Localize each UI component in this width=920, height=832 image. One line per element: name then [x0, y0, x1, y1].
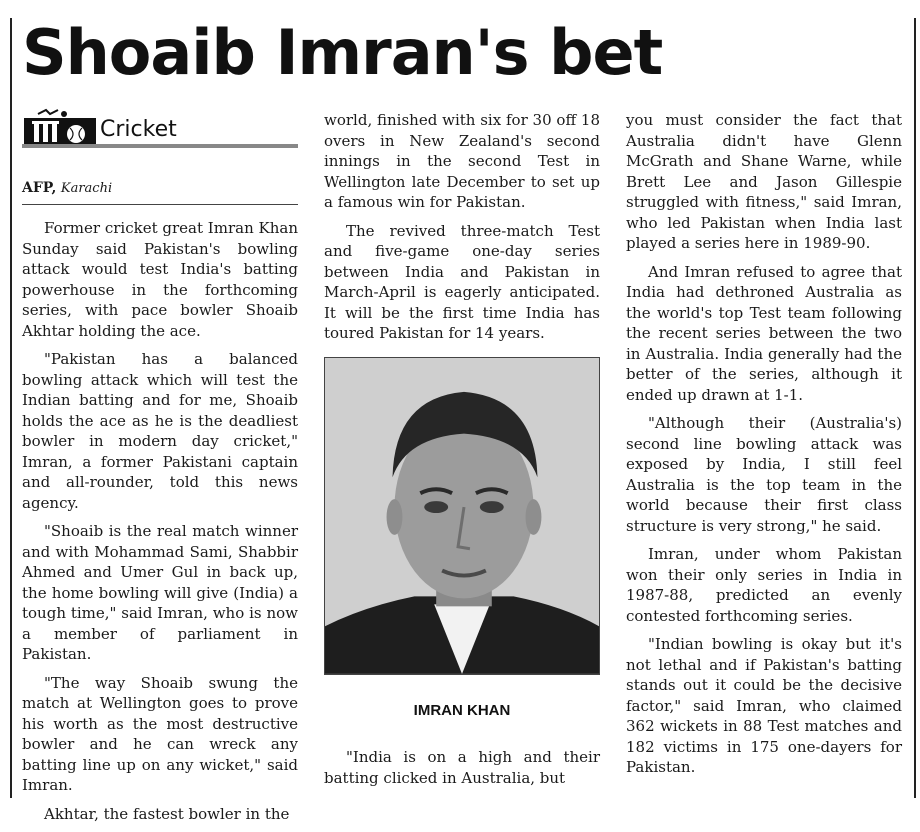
article-column-2-tail	[324, 747, 600, 796]
section-rule	[22, 144, 298, 148]
paragraph: "The way Shoaib swung the match at Wellington goes to prove his worth as the most destructive bowler and he can wreck any batting line up on any wicket," said Imran.	[22, 673, 298, 794]
byline-place: Karachi	[60, 181, 113, 196]
paragraph: And Imran refused to agree that India had dethroned Australia as the world's top Test team following the recent series between the two in Australia. India generally had the better of the series, although it ended up drawn at 1-1.	[626, 262, 902, 404]
article-column-3	[626, 110, 902, 786]
paragraph: Imran, under whom Pakistan won their only series in India in 1987-88, predicted an evenly contested forthcoming series.	[626, 545, 902, 625]
portrait-photo	[324, 357, 600, 675]
paragraph: world, finished with six for 30 off 18 overs in New Zealand's second innings in the second Test in Wellington late December to set up a famous win for Pakistan.	[324, 111, 600, 211]
byline-agency: AFP,	[22, 180, 57, 196]
cricket-stumps-ball-icon	[24, 108, 96, 148]
paragraph: Former cricket great Imran Khan Sunday said Pakistan's bowling attack would test India's batting powerhouse in the forthcoming series, with pace bowler Shoaib Akhtar holding the ace.	[22, 219, 298, 340]
section-label: Cricket	[100, 117, 177, 142]
paragraph: "Pakistan has a balanced bowling attack which will test the Indian batting and for me, Shoaib holds the ace as he is the deadliest bowler in modern day cricket," Imran, a former Pakistani captain and all-rounder, told this news agency.	[22, 350, 298, 512]
paragraph: you must consider the fact that Australia didn't have Glenn McGrath and Shane Warne, while Brett Lee and Jason Gillespie struggled with fitness," said Imran, who led Pakistan when India last played a series here in 1989-90.	[626, 111, 902, 252]
paragraph: "Indian bowling is okay but it's not lethal and if Pakistan's batting stands out it could be the decisive factor," said Imran, who claimed 362 wickets in 88 Test matches and 182 victims in 175 one-dayers for Pakistan.	[626, 635, 902, 776]
left-column-rule	[10, 18, 12, 798]
paragraph: "Shoaib is the real match winner and with Mohammad Sami, Shabbir Ahmed and Umer Gul in back up, the home bowling will give (India) a tough time," said Imran, who is now a member of parliament in Pakistan.	[22, 522, 298, 663]
paragraph: Akhtar, the fastest bowler in the	[44, 804, 290, 823]
paragraph: "India is on a high and their batting clicked in Australia, but	[324, 748, 600, 787]
portrait-image	[325, 358, 599, 674]
paragraph: "Although their (Australia's) second line bowling attack was exposed by India, I still feel Australia is the top team in the world because their first class structure is very strong," he said.	[626, 414, 902, 535]
byline	[22, 178, 298, 199]
paragraph: The revived three-match Test and five-game one-day series between India and Pakistan in March-April is eagerly anticipated. It will be the first time India has toured Pakistan for 14 years.	[324, 221, 600, 342]
byline-rule	[22, 204, 298, 205]
headline: Shoaib Imran's bet	[22, 16, 663, 89]
article-column-2	[324, 110, 600, 352]
article-column-1	[22, 218, 298, 832]
section-kicker	[22, 108, 298, 152]
right-column-rule	[914, 18, 916, 798]
photo-caption: IMRAN KHAN	[413, 702, 511, 719]
